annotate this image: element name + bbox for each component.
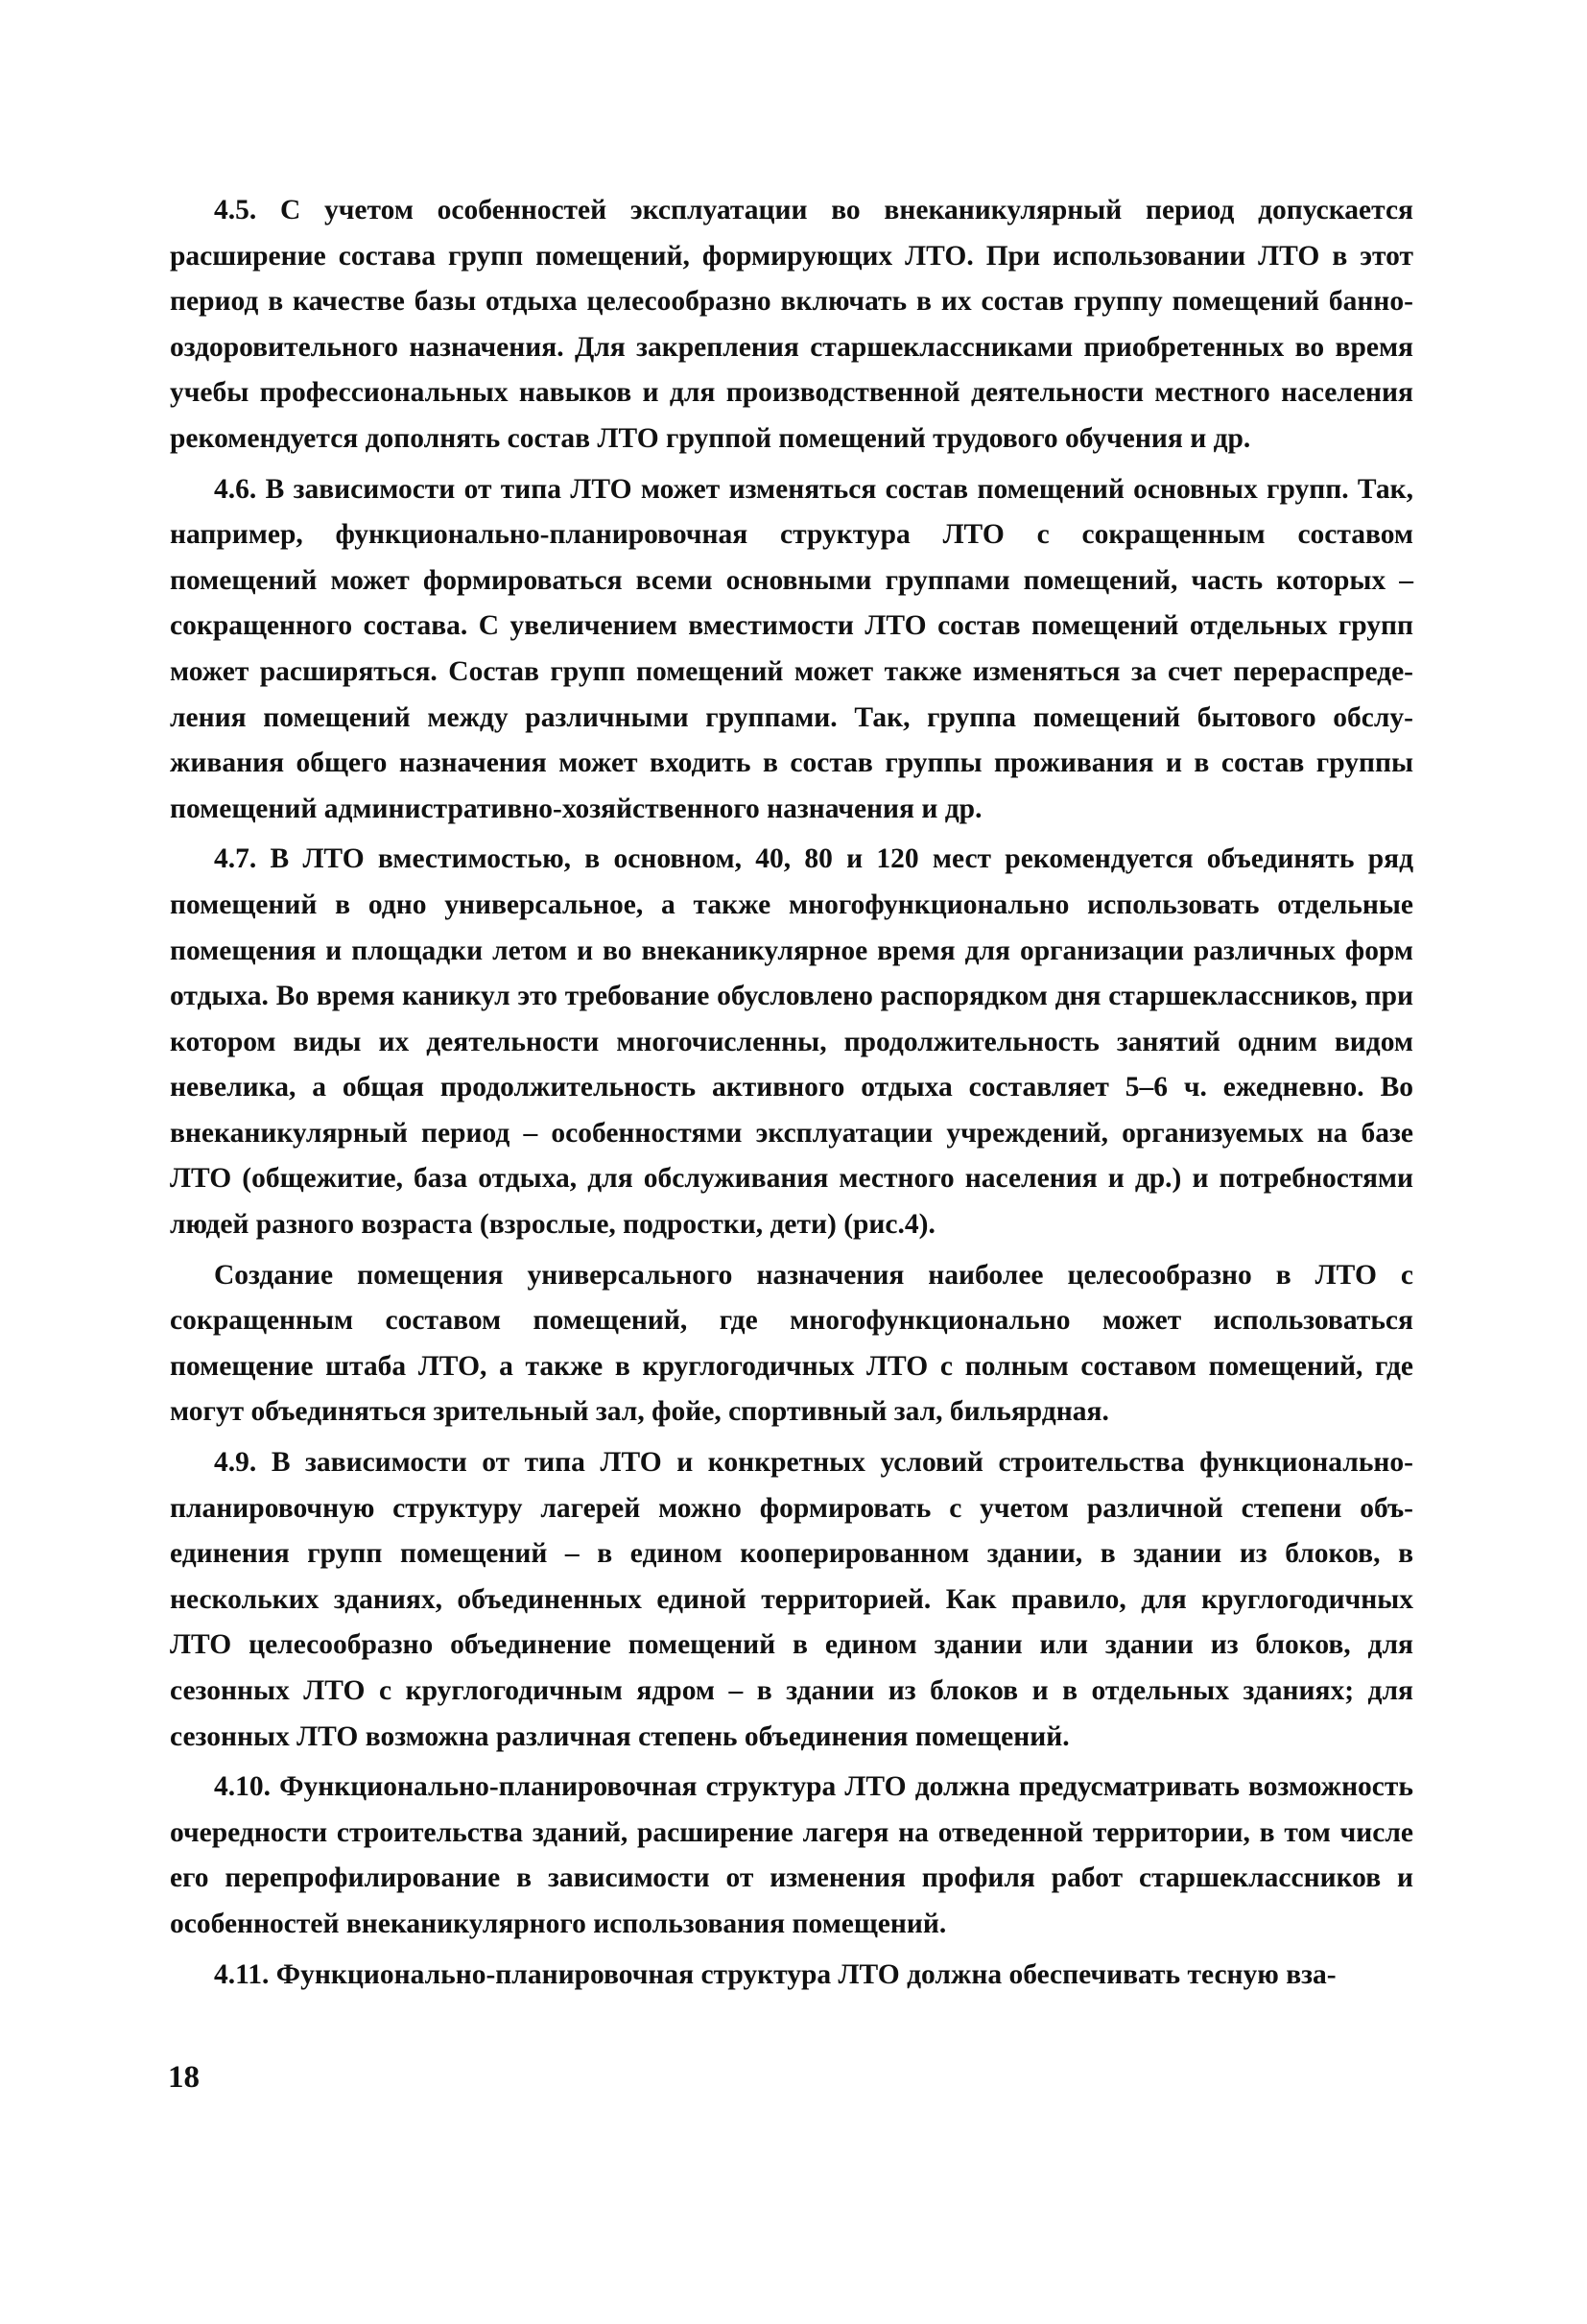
paragraph-4-5 [170,188,1413,462]
paragraph-4-10 [170,1765,1413,1947]
paragraph-number: 4.6. [214,473,257,505]
paragraph-4-6 [170,467,1413,833]
body-text [170,188,1413,2003]
paragraph-text: В зависимости от типа ЛТО и конкретных условий строительства функционально-планировочную структуру лагерей можно формировать с учетом различной степени объединения групп помещений – в едином кооперированном здании, в здании из блоков, в нескольких зданиях, объединенных единой территорией. Как правило, для круглогодичных ЛТО целесообразно объединение помещений в едином здании или здании из блоков, для сезонных ЛТО с круглогодичным ядром – в здании из блоков и в отдельных зданиях; для сезонных ЛТО возможна различная степень объединения помещений. [170,1447,1413,1752]
paragraph-universal-room [170,1253,1413,1435]
paragraph-text: Функционально-планировочная структура ЛТО должна предусматривать возможность очередности строительства зданий, расширение лагеря на отведенной территории, в том числе его перепрофилирование в зависимости от изменения профиля работ старшеклассников и особенностей внеканикулярного использования помещений. [170,1771,1413,1939]
paragraph-number: 4.11. [214,1958,270,1990]
paragraph-text: Функционально-планировочная структура ЛТО должна обеспечивать тесную вза- [275,1958,1337,1990]
paragraph-4-11 [170,1953,1413,1999]
page-number: 18 [168,2060,200,2095]
paragraph-text: В зависимости от типа ЛТО может изменяться состав помещений основных групп. Так, например, функционально-планировочная структура ЛТО с сокращенным составом помещений может формироваться всеми основными группами помещений, часть которых – сокращенного состава. С увеличением вместимости ЛТО состав помещений отдельных групп может расширяться. Состав групп помещений может также изменяться за счет перераспределения помещений между различными группами. Так, группа помещений бытового обслуживания общего назначения может входить в состав группы проживания и в состав группы помещений административно-хозяйственного назначения и др. [170,473,1413,824]
paragraph-number: 4.10. [214,1771,271,1803]
paragraph-text: С учетом особенностей эксплуатации во внеканикулярный период допускается расширение состава групп помещений, формирующих ЛТО. При использовании ЛТО в этот период в качестве базы отдыха целесообразно включать в их состав группу помещений банно-оздоровительного назначения. Для закрепления старшеклассниками приобретенных во время учебы профессиональных навыков и для производственной деятельности местного населения рекомендуется дополнять состав ЛТО группой помещений трудового обучения и др. [170,195,1413,454]
paragraph-number: 4.9. [214,1447,257,1479]
paragraph-number: 4.7. [214,843,257,875]
paragraph-number: 4.5. [214,195,257,225]
paragraph-text: В ЛТО вместимостью, в основном, 40, 80 и 120 мест рекомендуется объединять ряд помещений в одно универсальное, а также многофункционально использовать отдельные помещения и площадки летом и во внеканикулярное время для организации различных форм отдыха. Во время каникул это требование обусловлено распорядком дня старшеклассников, при котором виды их деятельности многочисленны, продолжительность занятий одним видом невелика, а общая продолжительность активного отдыха составляет 5–6 ч. ежедневно. Во внеканикулярный период – особенностями эксплуатации учреждений, организуемых на базе ЛТО (общежитие, база отдыха, для обслуживания местного населения и др.) и потребностями людей разного возраста (взрослые, подростки, дети) (рис.4). [170,843,1413,1241]
paragraph-4-7 [170,837,1413,1247]
paragraph-4-9 [170,1440,1413,1760]
paragraph-text: Создание помещения универсального назначения наиболее целесообразно в ЛТО с сокращенным составом помещений, где многофункционально может использоваться помещение штаба ЛТО, а также в круглогодичных ЛТО с полным составом помещений, где могут объединяться зрительный зал, фойе, спортивный зал, бильярдная. [170,1259,1413,1428]
